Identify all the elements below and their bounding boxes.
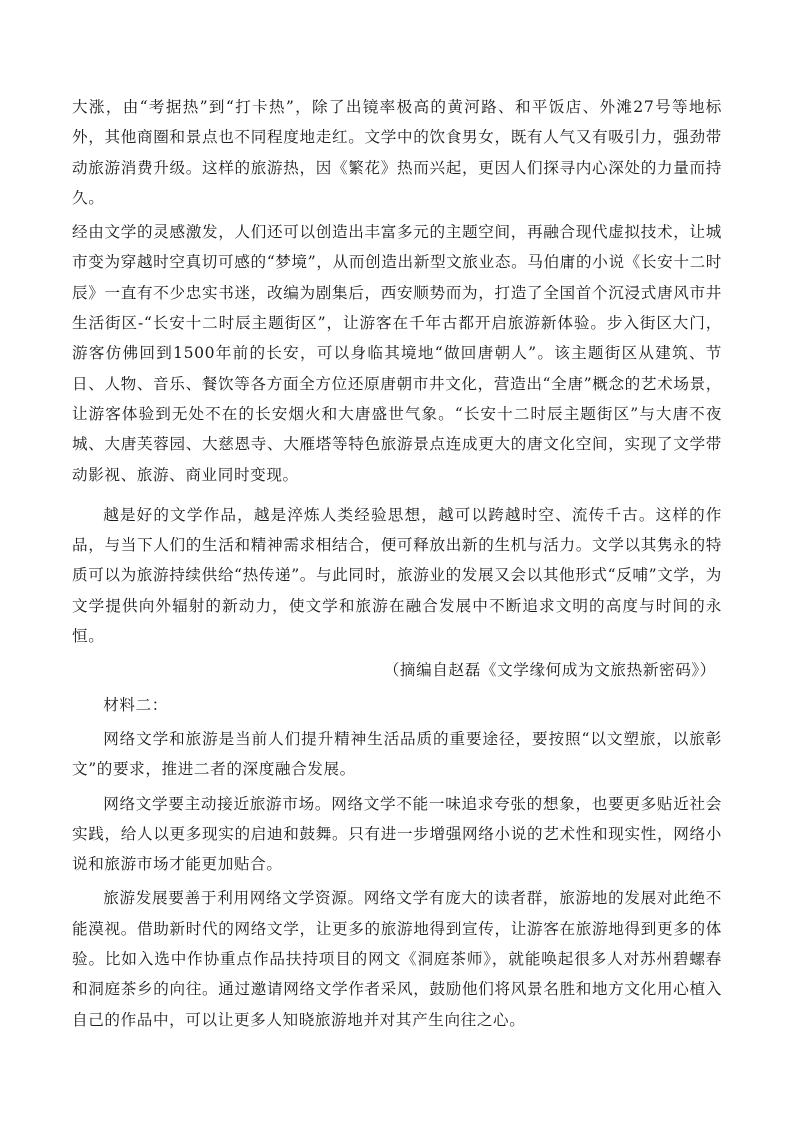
material-paragraph-2: 网络文学要主动接近旅游市场。网络文学不能一味追求夸张的想象，也要更多贴近社会实践，给人以更多现实的启迪和鼓舞。只有进一步增强网络小说的艺术性和现实性，网络小说和旅游市场才能更加贴合。 xyxy=(72,794,722,874)
body-paragraph-2: 经由文学的灵感激发，人们还可以创造出丰富多元的主题空间，再融合现代虚拟技术，让城市变为穿越时空真切可感的“梦境”，从而创造出新型文旅业态。马伯庸的小说《长安十二时辰》一直有不少忠实书迷，改编为剧集后，西安顺势而为，打造了全国首个沉浸式唐风市井生活街区-“长安十二时辰主题街区”，让游客在千年古都开启旅游新体验。步入街区大门，游客仿佛回到1500年前的长安，可以身临其境地“做回唐朝人”。该主题街区从建筑、节日、人物、音乐、餐饮等各方面全方位还原唐朝市井文化，营造出“全唐”概念的艺术场景，让游客体验到无处不在的长安烟火和大唐盛世气象。“长安十二时辰主题街区”与大唐不夜城、大唐芙蓉园、大慈恩寺、大雁塔等特色旅游景点连成更大的唐文化空间，实现了文学带动影视、旅游、商业同时变现。 xyxy=(72,223,722,484)
source-citation: （摘编自赵磊《文学缘何成为文旅热新密码》） xyxy=(383,661,716,680)
material-paragraph-1: 网络文学和旅游是当前人们提升精神生活品质的重要途径，要按照“以文塑旅，以旅彰文”的要求，推进二者的深度融合发展。 xyxy=(72,729,722,779)
material-two-label: 材料二： xyxy=(103,695,168,714)
material-paragraph-3: 旅游发展要善于利用网络文学资源。网络文学有庞大的读者群，旅游地的发展对此绝不能漠视。借助新时代的网络文学，让更多的旅游地得到宣传，让游客在旅游地得到更多的体验。比如入选中作协重点作品扶持项目的网文《洞庭茶师》，就能唤起很多人对苏州碧螺春和洞庭茶乡的向往。通过邀请网络文学作者采风，鼓励他们将风景名胜和地方文化用心植入自己的作品中，可以让更多人知晓旅游地并对其产生向往之心。 xyxy=(72,889,722,1029)
body-paragraph-1: 大涨，由“考据热”到“打卡热”，除了出镜率极高的黄河路、和平饭店、外滩27号等地标外，其他商圈和景点也不同程度地走红。文学中的饮食男女，既有人气又有吸引力，强劲带动旅游消费升级。这样的旅游热，因《繁花》热而兴起，更因人们探寻内心深处的力量而持久。 xyxy=(72,98,722,207)
document-page xyxy=(72,92,722,1035)
body-paragraph-3: 越是好的文学作品，越是淬炼人类经验思想，越可以跨越时空、流传千古。这样的作品，与当下人们的生活和精神需求相结合，便可释放出新的生机与活力。文学以其隽永的特质可以为旅游持续供给“热传递”。与此同时，旅游业的发展又会以其他形式“反哺”文学，为文学提供向外辐射的新动力，使文学和旅游在融合发展中不断追求文明的高度与时间的永恒。 xyxy=(72,505,722,646)
